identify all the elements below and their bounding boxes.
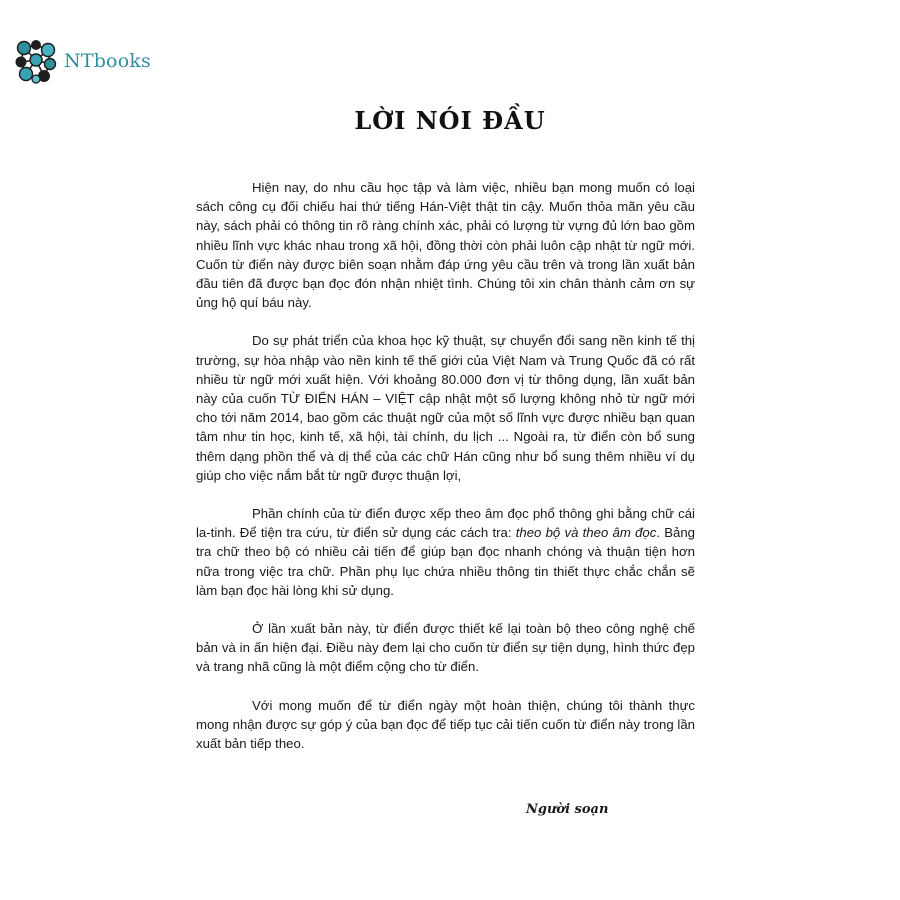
brand-logo xyxy=(12,36,151,86)
paragraph-1: Hiện nay, do nhu cầu học tập và làm việc, nhiều bạn mong muốn có loại sách công cụ đối chiếu hai thứ tiếng Hán-Việt thật tin cậy. Muốn thỏa mãn yêu cầu này, sách phải có thông tin rõ ràng chính xác, phải có lượng từ vựng đủ lớn bao gồm nhiều lĩnh vực khác nhau trong xã hội, đồng thời còn phải luôn cập nhật từ ngữ mới. Cuốn từ điển này được biên soạn nhằm đáp ứng yêu cầu trên và trong lần xuất bản đầu tiên đã được bạn đọc đón nhận nhiệt tình. Chúng tôi xin chân thành cảm ơn sự ủng hộ quí báu này. xyxy=(196,180,695,311)
paragraph-5: Với mong muốn để từ điển ngày một hoàn thiện, chúng tôi thành thực mong nhận được sự góp ý của bạn đọc để tiếp tục cải tiến cuốn từ điển này trong lần xuất bản tiếp theo. xyxy=(196,697,695,752)
preface-body xyxy=(196,178,695,772)
signature: Người soạn xyxy=(526,802,609,817)
paragraph-3-start: Phần chính của từ điển được xếp theo âm đọc phổ thông ghi bằng chữ cái la-tinh. Để tiện tra cứu, từ điển sử dụng các cách tra: xyxy=(196,506,695,541)
paragraph-3 xyxy=(196,504,695,600)
page-title: LỜI NÓI ĐẦU xyxy=(354,106,546,135)
paragraph-2: Do sự phát triển của khoa học kỹ thuật, sự chuyển đổi sang nền kinh tế thị trường, sự hòa nhập vào nền kinh tế thế giới của Việt Nam và Trung Quốc đã có rất nhiều từ ngữ mới xuất hiện. Với khoảng 80.000 đơn vị từ thông dụng, lần xuất bản này của cuốn TỪ ĐIỂN HÁN – VIỆT cập nhật một số lượng không nhỏ từ ngữ mới cho tới năm 2014, bao gồm các thuật ngữ của một số lĩnh vực được nhiều bạn quan tâm như tin học, kinh tế, xã hội, tài chính, du lịch ... Ngoài ra, từ điển còn bổ sung thêm dạng phồn thể và dị thể của các chữ Hán cũng như bổ sung thêm nhiều ví dụ giúp cho việc nắm bắt từ ngữ được thuận lợi, xyxy=(196,333,695,483)
brand-name: NTbooks xyxy=(64,50,152,72)
paragraph-3-italic: theo bộ và theo âm đọc xyxy=(515,525,657,541)
molecule-logo-icon xyxy=(12,36,60,86)
paragraph-4: Ở lần xuất bản này, từ điển được thiết kế lại toàn bộ theo công nghệ chế bản và in ấn hiện đại. Điều này đem lại cho cuốn từ điển sự tiện dụng, hình thức đẹp và trang nhã cũng là một điểm cộng cho từ điển. xyxy=(196,621,695,675)
paragraph-3-end: . Bảng tra chữ theo bộ có nhiều cải tiến để giúp bạn đọc nhanh chóng và thuận tiện hơn nữa trong việc tra chữ. Phần phụ lục chứa nhiều thông tin thiết thực chắc chắn sẽ làm bạn đọc hài lòng khi sử dụng. xyxy=(196,525,695,598)
